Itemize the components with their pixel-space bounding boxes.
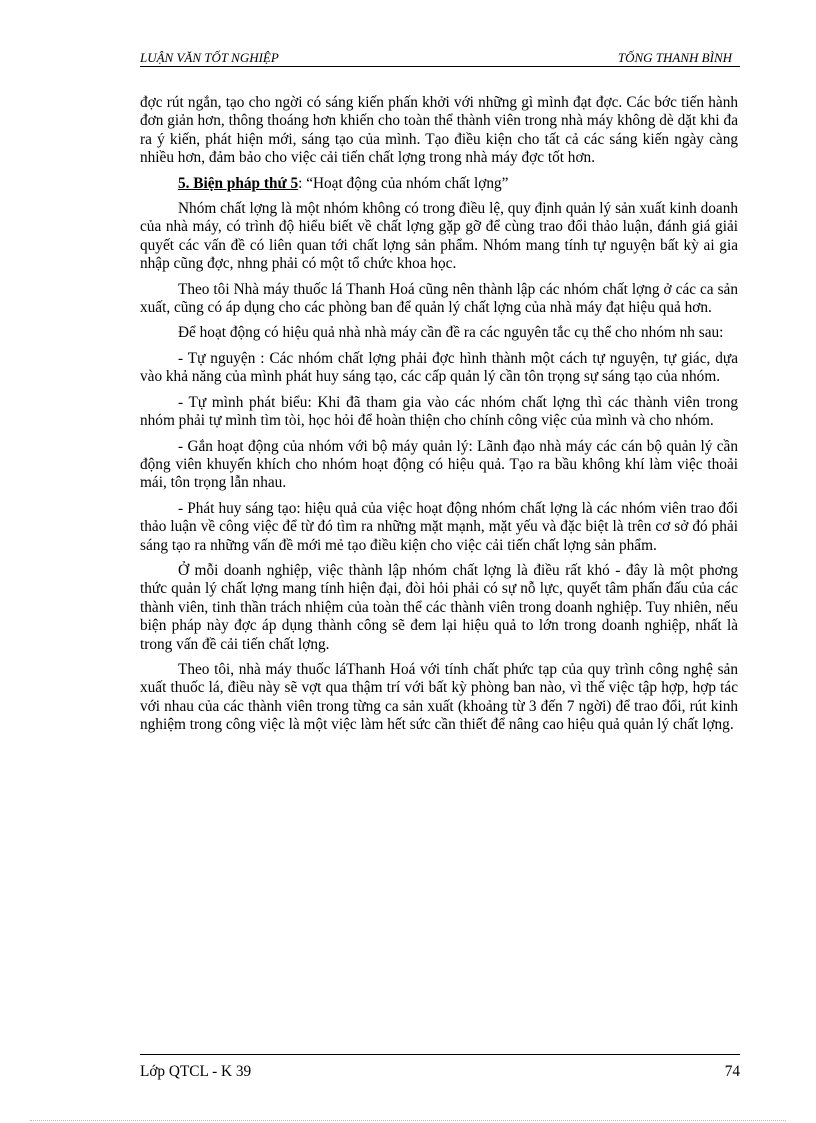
paragraph: Để hoạt động có hiệu quả nhà nhà máy cần đề ra các nguyên tắc cụ thể cho nhóm nh sau: [178,324,724,342]
paragraph: đợc rút ngắn, tạo cho ngời có sáng kiến phấn khởi với những gì mình đạt đợc. Các bớc tiến hành đơn giản hơn, thông thoáng hơn khiến cho toàn thể thành viên trong nhà máy không dè dặt khi đa ra ý kiến, phát hiện mới, sáng tạo của mình. Tạo điều kiện cho tất cả các sáng kiến ngày càng nhiều hơn, đảm bảo cho việc cải tiến chất lợng trong nhà máy đợc tốt hơn. [140,94,738,167]
page-number: 74 [724,1063,740,1080]
body-text [140,94,738,742]
page-header [140,50,740,67]
paragraph: Ở mỗi doanh nghiệp, việc thành lập nhóm chất lợng là điều rất khó - đây là một phơng thức quản lý chất lợng mang tính hiện đại, đòi hỏi phải có sự nỗ lực, quyết tâm phấn đấu của các thành viên, tinh thần trách nhiệm của toàn thể các thành viên trong doanh nghiệp. Tuy nhiên, nếu biện pháp này đợc áp dụng thành công sẽ đem lại hiệu quả to lớn trong doanh nghiệp, nhất là trong vấn đề cải tiến chất lợng. [140,561,738,653]
page-bottom-divider [30,1120,786,1121]
header-thesis-title: LUẬN VĂN TỐT NGHIỆP [140,50,279,65]
list-item: - Phát huy sáng tạo: hiệu quả của việc hoạt động nhóm chất lợng là các nhóm viên trao đổi thảo luận về công việc để từ đó tìm ra những mặt mạnh, mặt yếu và đặc biệt là trên cơ sở đó phải sáng tạo ra những vấn đề mới mẻ tạo điều kiện cho việc cải tiến chất lợng sản phẩm. [140,499,738,554]
section-heading-title: : “Hoạt động của nhóm chất lợng” [298,174,509,192]
list-item: - Tự mình phát biểu: Khi đã tham gia vào các nhóm chất lợng thì các thành viên trong nhóm phải tự mình tìm tòi, học hỏi để hoàn thiện cho chính công việc của mình và cho nhóm. [140,393,738,430]
section-heading [140,175,738,193]
paragraph: Theo tôi, nhà máy thuốc láThanh Hoá với tính chất phức tạp của quy trình công nghệ sản xuất thuốc lá, điều này sẽ vợt qua thậm trí với bất kỳ phòng ban nào, vì thế việc tập hợp, hợp tác với nhau của các thành viên trong từng ca sản xuất (khoảng từ 3 đến 7 ngời) để trao đổi, rút kinh nghiệm trong công việc là một việc làm hết sức cần thiết để nâng cao hiệu quả quản lý chất lợng. [140,660,738,734]
footer-class-label: Lớp QTCL - K 39 [140,1063,252,1080]
paragraph: Theo tôi Nhà máy thuốc lá Thanh Hoá cũng nên thành lập các nhóm chất lợng ở các ca sản xuất, cũng có áp dụng cho các phòng ban để quản lý chất lợng của nhà máy đạt hiệu quả hơn. [140,280,738,317]
list-item: - Gắn hoạt động của nhóm với bộ máy quản lý: Lãnh đạo nhà máy các cán bộ quản lý cần động viên khuyến khích cho nhóm hoạt động có hiệu quả. Tạo ra bầu không khí làm việc thoải mái, tôn trọng lẫn nhau. [140,437,738,492]
section-heading-label: 5. Biện pháp thứ 5 [178,174,299,192]
header-author-name: TỐNG THANH BÌNH [617,50,732,65]
paragraph: Nhóm chất lợng là một nhóm không có trong điều lệ, quy định quản lý sản xuất kinh doanh của nhà máy, có trình độ hiểu biết về chất lợng gặp gỡ để cùng trao đổi thảo luận, đánh giá giải quyết các vấn đề có liên quan tới chất lợng sản phẩm. Nhóm mang tính tự nguyện bất kỳ ai gia nhập cũng đợc, nhng phải có một tổ chức khoa học. [140,200,738,273]
list-item: - Tự nguyện : Các nhóm chất lợng phải đợc hình thành một cách tự nguyện, tự giác, dựa vào khả năng của mình phát huy sáng tạo, các cấp quản lý cần tôn trọng sự sáng tạo của nhóm. [140,349,738,386]
page-footer [140,1054,740,1080]
